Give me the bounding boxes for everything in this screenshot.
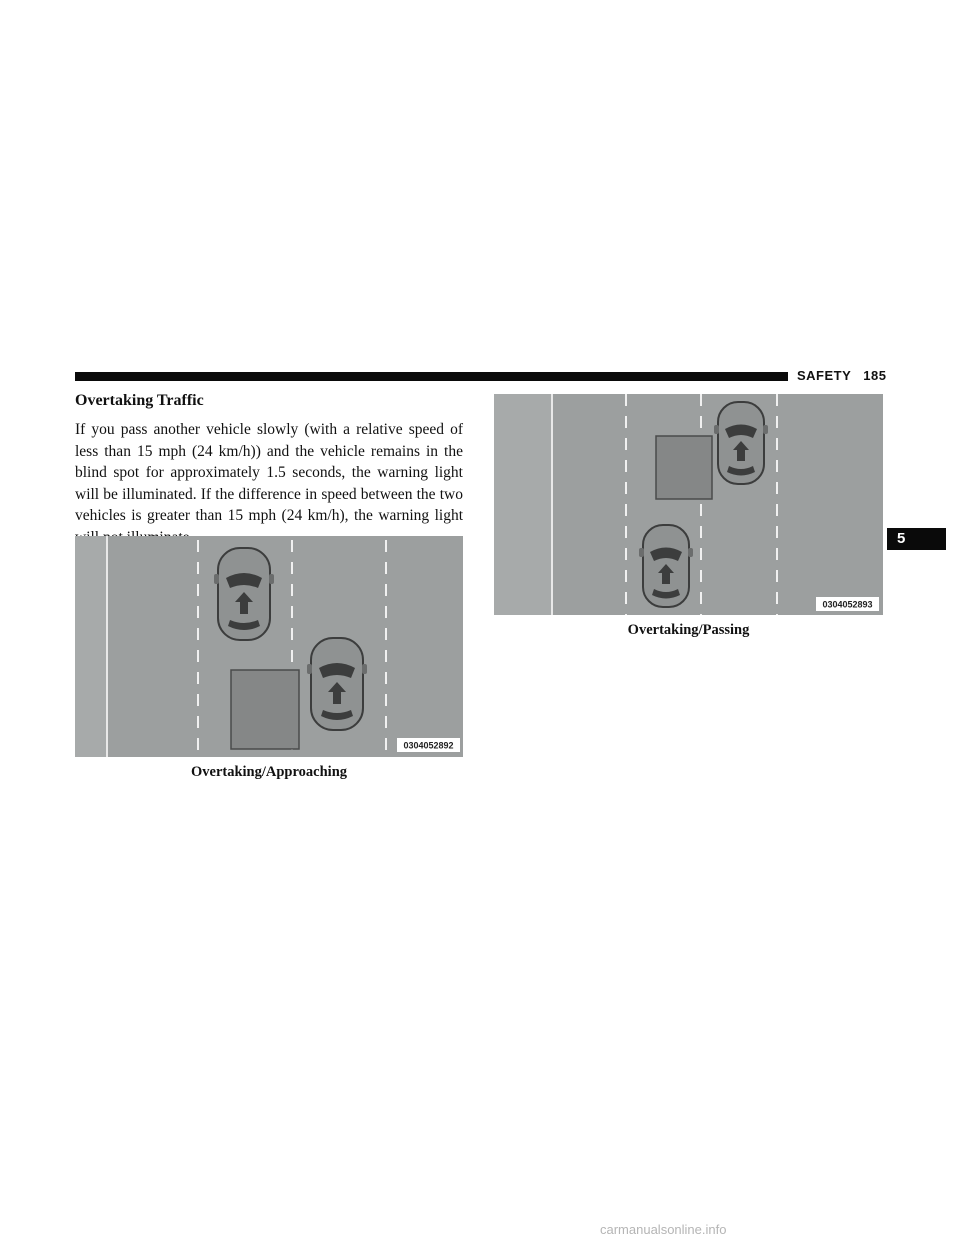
header-rule bbox=[75, 372, 788, 381]
figure-caption: Overtaking/Passing bbox=[627, 622, 750, 638]
figure-code: 0304052892 bbox=[403, 740, 454, 751]
figure-overtaking-passing bbox=[494, 394, 883, 615]
car-icon bbox=[214, 548, 274, 640]
car-icon bbox=[639, 525, 693, 607]
figure-overtaking-approaching bbox=[75, 536, 463, 757]
road-diagram-approaching bbox=[75, 536, 463, 757]
road-shoulder bbox=[494, 394, 551, 615]
blind-spot-zone bbox=[656, 436, 712, 499]
car-icon bbox=[714, 402, 768, 484]
body-paragraph: If you pass another vehicle slowly (with a relative speed of less than 15 mph (24 km/h)) and the vehicle remains in the blind spot for approximately 1.5 seconds, the warning light will be illuminated. If the difference in speed between the two vehicles is greater than 15 mph (24 km/h), the warning light bbox=[75, 421, 463, 525]
road-shoulder bbox=[75, 536, 106, 757]
chapter-tab: 5 bbox=[887, 528, 946, 550]
car-icon bbox=[307, 638, 367, 730]
running-header bbox=[797, 368, 887, 383]
figure-code: 0304052893 bbox=[822, 599, 873, 610]
section-heading: Overtaking Traffic bbox=[75, 392, 204, 409]
road-diagram-passing bbox=[494, 394, 883, 615]
blind-spot-zone bbox=[231, 670, 299, 749]
page-number: 185 bbox=[863, 368, 887, 383]
header-section-title: SAFETY bbox=[797, 368, 852, 383]
watermark: carmanualsonline.info bbox=[600, 1222, 727, 1237]
figure-caption: Overtaking/Approaching bbox=[190, 764, 348, 780]
